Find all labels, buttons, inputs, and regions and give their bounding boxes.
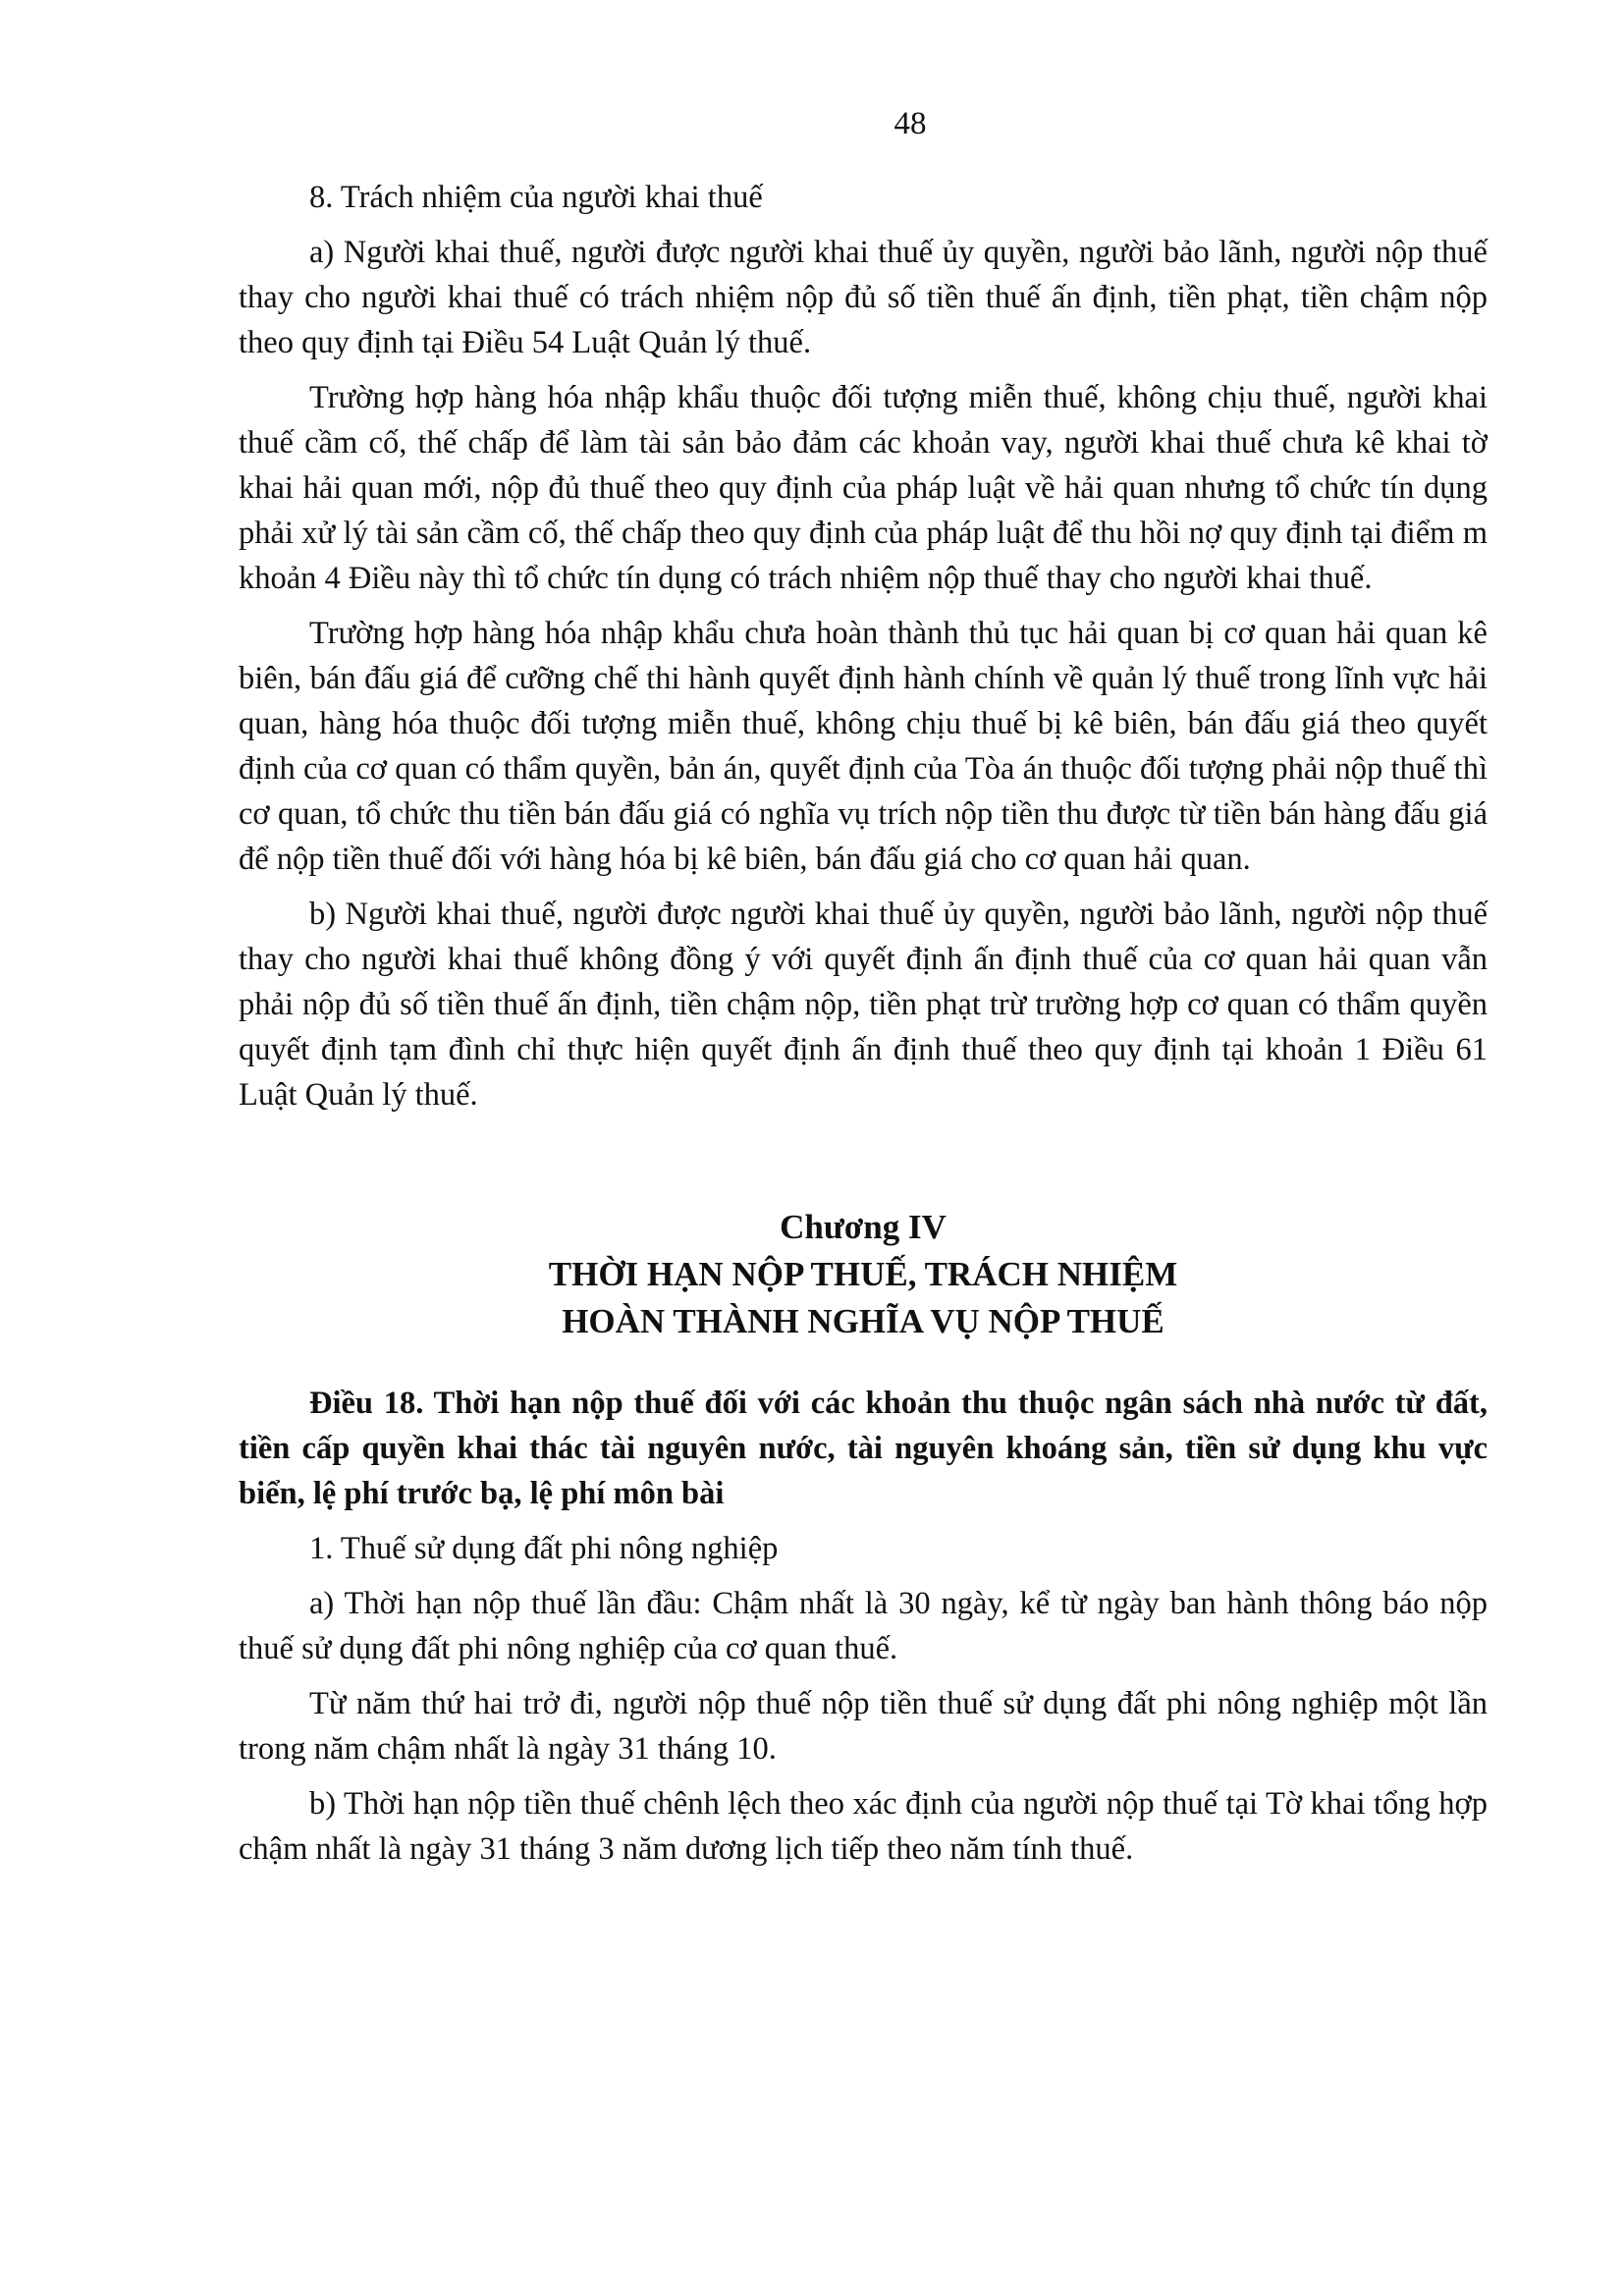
- section-8-paragraph-a3: Trường hợp hàng hóa nhập khẩu chưa hoàn thành thủ tục hải quan bị cơ quan hải quan kê biên, bán đấu giá để cưỡng chế thi hành quyết định hành chính về quản lý thuế trong lĩnh vực hải quan, hàng hóa thuộc đối tượng miễn thuế, không chịu thuế bị kê biên, bán đấu giá theo quyết định của cơ quan có thẩm quyền, bản án, quyết định của Tòa án thuộc đối tượng phải nộp thuế thì cơ quan, tổ chức thu tiền bán đấu giá có nghĩa vụ trích nộp tiền thu được từ tiền bán hàng đấu giá để nộp tiền thuế đối với hàng hóa bị kê biên, bán đấu giá cho cơ quan hải quan.: [239, 616, 1488, 877]
- document-body: [239, 175, 1488, 1881]
- chapter-title-line-2: HOÀN THÀNH NGHĨA VỤ NỘP THUẾ: [562, 1302, 1164, 1340]
- article-18-item-1: 1. Thuế sử dụng đất phi nông nghiệp: [309, 1531, 779, 1566]
- section-8-paragraph-a2: Trường hợp hàng hóa nhập khẩu thuộc đối tượng miễn thuế, không chịu thuế, người khai thuế cầm cố, thế chấp để làm tài sản bảo đảm các khoản vay, người khai thuế chưa kê khai tờ khai hải quan mới, nộp đủ thuế theo quy định của pháp luật về hải quan nhưng tổ chức tín dụng phải xử lý tài sản cầm cố, thế chấp theo quy định của pháp luật để thu hồi nợ quy định tại điểm m khoản 4 Điều này thì tổ chức tín dụng có trách nhiệm nộp thuế thay cho người khai thuế.: [239, 380, 1488, 596]
- chapter-number: Chương IV: [780, 1208, 947, 1246]
- section-8-paragraph-b: b) Người khai thuế, người được người khai thuế ủy quyền, người bảo lãnh, người nộp thuế thay cho người khai thuế không đồng ý với quyết định ấn định thuế của cơ quan hải quan vẫn phải nộp đủ số tiền thuế ấn định, tiền chậm nộp, tiền phạt trừ trường hợp cơ quan có thẩm quyền quyết định tạm đình chỉ thực hiện quyết định ấn định thuế theo quy định tại khoản 1 Điều 61 Luật Quản lý thuế.: [239, 897, 1488, 1113]
- chapter-heading: [239, 1204, 1488, 1345]
- article-18-item-1-a2: Từ năm thứ hai trở đi, người nộp thuế nộp tiền thuế sử dụng đất phi nông nghiệp một lần trong năm chậm nhất là ngày 31 tháng 10.: [239, 1686, 1488, 1767]
- section-8-heading: 8. Trách nhiệm của người khai thuế: [309, 180, 763, 215]
- article-18-item-1-b: b) Thời hạn nộp tiền thuế chênh lệch theo xác định của người nộp thuế tại Tờ khai tổng hợp chậm nhất là ngày 31 tháng 3 năm dương lịch tiếp theo năm tính thuế.: [239, 1786, 1488, 1867]
- article-18-title: Điều 18. Thời hạn nộp thuế đối với các khoản thu thuộc ngân sách nhà nước từ đất, tiền cấp quyền khai thác tài nguyên nước, tài nguyên khoáng sản, tiền sử dụng khu vực biển, lệ phí trước bạ, lệ phí môn bài: [239, 1386, 1488, 1511]
- section-8-paragraph-a: a) Người khai thuế, người được người khai thuế ủy quyền, người bảo lãnh, người nộp thuế thay cho người khai thuế có trách nhiệm nộp đủ số tiền thuế ấn định, tiền phạt, tiền chậm nộp theo quy định tại Điều 54 Luật Quản lý thuế.: [239, 235, 1488, 360]
- article-18-item-1-a: a) Thời hạn nộp thuế lần đầu: Chậm nhất là 30 ngày, kể từ ngày ban hành thông báo nộp thuế sử dụng đất phi nông nghiệp của cơ quan thuế.: [239, 1586, 1488, 1666]
- page-number: 48: [893, 106, 927, 141]
- chapter-title-line-1: THỜI HẠN NỘP THUẾ, TRÁCH NHIỆM: [548, 1255, 1178, 1293]
